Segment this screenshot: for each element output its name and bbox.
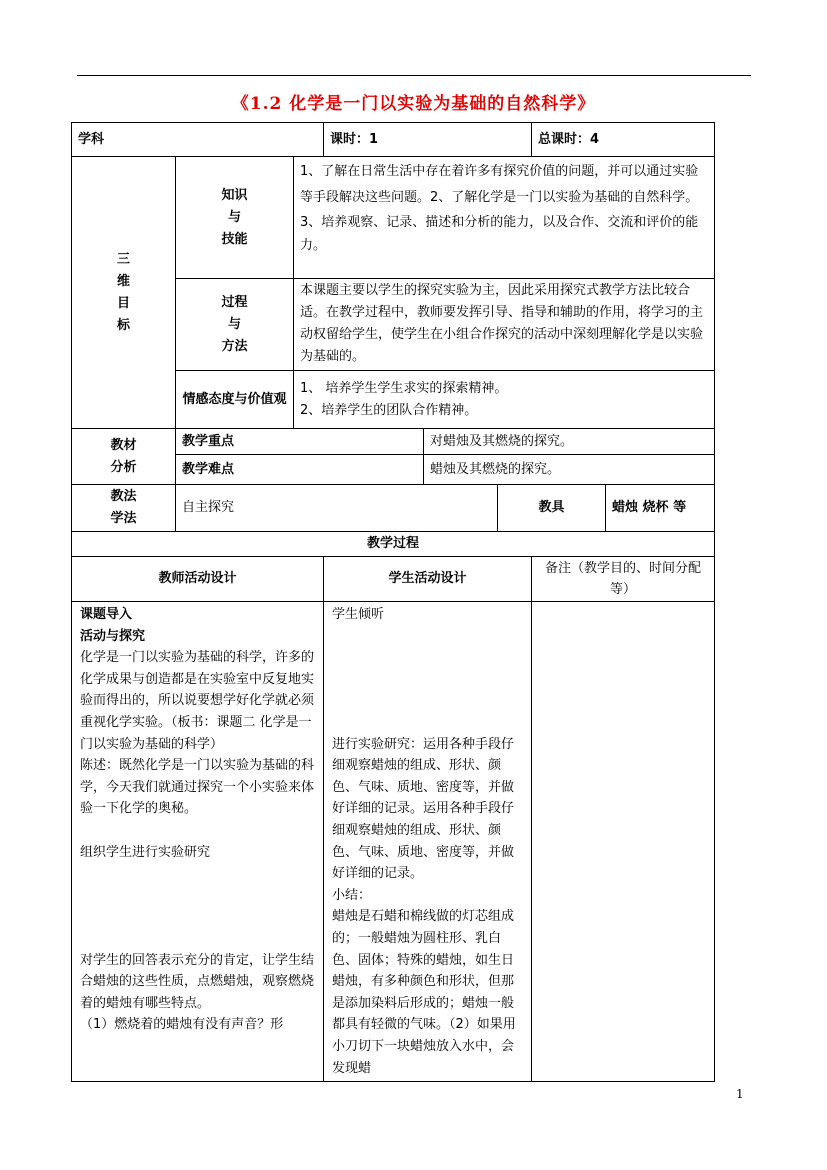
teacher-paragraph: 对学生的回答表示充分的肯定，让学生结合蜡烛的这些性质，点燃蜡烛，观察燃烧着的蜡烛有哪些特点。 (80, 952, 315, 1011)
teacher-activity (72, 602, 324, 1082)
tools-label: 教具 (498, 485, 606, 532)
student-column-header: 学生活动设计 (324, 557, 532, 602)
knowledge-row (72, 157, 715, 279)
methods-label: 教法 学法 (72, 485, 176, 532)
difficulty-label: 教学难点 (176, 455, 424, 485)
lesson-plan-table (71, 122, 715, 1082)
note-cell (532, 602, 715, 1082)
teacher-paragraph: 组织学生进行实验研究 (80, 844, 211, 860)
student-paragraph: 蜡烛是石蜡和棉线做的灯芯组成的；一般蜡烛为圆柱形、乳白色、固体；特殊的蜡烛，如生日蜡烛，有多种颜色和形状，但那是添加染料后形成的；蜡烛一般都具有轻微的气味。（2）如果用小刀切下一块蜡烛放入水中，会发现蜡 (332, 909, 516, 1076)
knowledge-text: 1、了解在日常生活中存在着许多有探究价值的问题，并可以通过实验等手段解决这些问题。2、了解化学是一门以实验为基础的自然科学。 3、培养观察、记录、描述和分析的能力，以及合作、交流和评价的能力。 (294, 157, 715, 279)
subject-label: 学科 (72, 123, 324, 157)
key-point-row (72, 429, 715, 455)
section-heading: 课题导入 (80, 607, 133, 622)
material-label: 教材 分析 (72, 429, 176, 485)
difficulty-value: 蜡烛及其燃烧的探究。 (424, 455, 715, 485)
student-paragraph: 进行实验研究：运用各种手段仔细观察蜡烛的组成、形状、颜色、气味、质地、密度等，并做好详细的记录。运用各种手段仔细观察蜡烛的组成、形状、颜色、气味、质地、密度等，并做好详细的记录。 (332, 736, 515, 882)
class-hours: 课时：1 (324, 123, 532, 157)
total-hours: 总课时：4 (532, 123, 715, 157)
header-rule (77, 75, 751, 76)
section-heading: 活动与探究 (80, 628, 146, 644)
student-paragraph: 小结： (332, 887, 372, 903)
key-point-label: 教学重点 (176, 429, 424, 455)
emotion-item: 1、 培养学生学生求实的探索精神。 (300, 380, 508, 396)
process-title-row (72, 532, 715, 557)
student-paragraph: 学生倾听 (332, 607, 385, 622)
methods-row (72, 485, 715, 532)
emotion-label: 情感态度与价值观 (176, 371, 294, 429)
student-activity (324, 602, 532, 1082)
methods-value: 自主探究 (176, 485, 498, 532)
document-title: 《1.2 化学是一门以实验为基础的自然科学》 (231, 94, 596, 114)
header-row (72, 123, 715, 157)
process-title: 教学过程 (72, 532, 715, 557)
process-content-row (72, 602, 715, 1082)
tools-value: 蜡烛 烧杯 等 (606, 485, 715, 532)
columns-row (72, 557, 715, 602)
teacher-paragraph: 陈述：既然化学是一门以实验为基础的科学，今天我们就通过探究一个小实验来体验一下化学的奥秘。 (80, 758, 315, 817)
knowledge-label: 知识 与 技能 (176, 157, 294, 279)
teacher-column-header: 教师活动设计 (72, 557, 324, 602)
teacher-paragraph: 化学是一门以实验为基础的科学，许多的化学成果与创造都是在实验室中反复地实验而得出的，所以说要想学好化学就必须重视化学实验。（板书：课题二 化学是一门以实验为基础的科学） (80, 650, 315, 752)
emotion-item: 2、培养学生的团队合作精神。 (300, 402, 478, 418)
note-column-header: 备注（教学目的、时间分配等） (532, 557, 715, 602)
process-text: 本课题主要以学生的探究实验为主，因此采用探究式教学方法比较合适。在教学过程中，教师要发挥引导、指导和辅助的作用，将学习的主动权留给学生，使学生在小组合作探究的活动中深刻理解化学是以实验为基础的。 (294, 279, 715, 371)
page-number: 1 (736, 1087, 744, 1101)
key-point-value: 对蜡烛及其燃烧的探究。 (424, 429, 715, 455)
process-label: 过程 与 方法 (176, 279, 294, 371)
goals-label: 三 维 目 标 (72, 157, 176, 429)
teacher-paragraph: （1）燃烧着的蜡烛有没有声音？形 (80, 1017, 284, 1033)
emotion-text (294, 371, 715, 429)
